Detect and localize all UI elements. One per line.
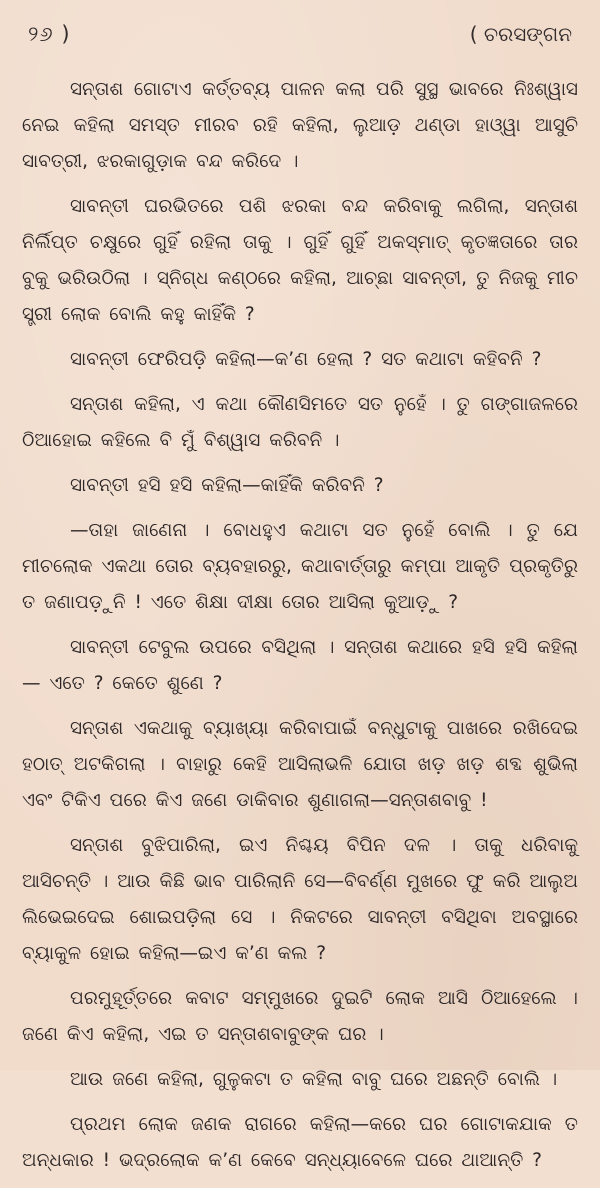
paragraph: ସନ୍ତାଶ ବୁଝିପାରିଲା, ଇଏ ନିଶ୍ଚୟ ବିପିନ ଦଳ । ତାକୁ ଧରିବାକୁ ଆସିଚନ୍ତି । ଆଉ କିଛି ଭାବ ପାରିଲାନି ସେ—ବିବର୍ଣ୍ଣ ମୁଖରେ ଫୁ କରି ଆଲୁଅ ଲିଭେଇଦେଇ ଶୋଇପଡ଼ିଲା ସେ । ନିକଟରେ ସାବନ୍ତୀ ବସିଥିବା ଅବସ୍ଥାରେ ବ୍ୟାକୁଳ ହୋଇ କହିଲା—ଇଏ କ’ଣ କଲ ? [22,835,578,964]
paragraph: ପରମୁହୂର୍ତ୍ତରେ କବାଟ ସମ୍ମୁଖରେ ଦୁଇଟି ଲୋକ ଆସି ଠିଆହେଲେ । ଜଣେ କିଏ କହିଲା, ଏଇ ତ ସନ୍ତାଶବାବୁଙ୍କ ଘର । [22,988,578,1045]
paragraph: ସାବନ୍ତୀ ଫେରିପଡ଼ି କହିଲା—କ’ଣ ହେଲା ? ସତ କଥାଟା କହିବନି ? [70,349,542,370]
paragraph: ସନ୍ତାଶ ଗୋଟାଏ କର୍ତ୍ତବ୍ୟ ପାଳନ କଲା ପରି ସୁସ୍ଥ ଭାବରେ ନିଃଶ୍ୱାସ ନେଇ କହିଲା ସମସ୍ତ ମୀରବ ରହି କହିଲା, ଲୁଆଡ଼ ଥଣ୍ଡା ହାଓ୍ୱା ଆସୁଚି ସାବତ୍ରୀ, ଝରକାଗୁଡ଼ାକ ବନ୍ଦ କରିଦେ । [22,79,578,172]
page-number: ୨୬ ) [28,22,71,46]
paragraph: ସାବନ୍ତୀ ଟେବୁଲ ଉପରେ ବସିଥିଲା । ସନ୍ତାଶ କଥାରେ ହସି ହସି କହିଲା— ଏତେ ? କେତେ ଶୁଣେ ? [22,637,578,694]
running-head: ( ଚରସଙ୍ଗନ [469,22,572,46]
paragraph: —ତାହା ଜାଣେନା । ବୋଧହୁଏ କଥାଟା ସତ ନୁହେଁ ବୋଲି । ତୁ ଯେ ମୀଚଲୋକ ଏକଥା ତୋର ବ୍ୟବହାରରୁ, କଥାବାର୍ତ୍ତାରୁ କମ୍ପା ଆକୃତି ପ୍ରକୃତିରୁ ତ ଜଣାପଡ଼ୁନି ! ଏତେ ଶିକ୍ଷା ଦୀକ୍ଷା ତୋର ଆସିଲା କୁଆଡ଼ୁ ? [22,520,578,613]
paragraph: ଆଉ ଜଣେ କହିଲା, ଗୁଳୁକଟା ତ କହିଲା ବାବୁ ଘରେ ଅଛନ୍ତି ବୋଲି । [70,1069,558,1090]
paragraph: ସନ୍ତାଶ କହିଲା, ଏ କଥା କୌଣସିମତେ ସତ ନୁହେଁ । ତୁ ଗଙ୍ଗାଜଳରେ ଠିଆହୋଇ କହିଲେ ବି ମୁଁ ବିଶ୍ୱାସ କରିବନି । [22,394,578,451]
paragraph: ପ୍ରଥମ ଲୋକ ଜଣକ ରାଗରେ କହିଲା—କରେ ଘର ଗୋଟାକଯାକ ତ ଅନ୍ଧକାର ! ଭଦ୍ରଲୋକ କ’ଣ କେବେ ସନ୍ଧ୍ୟାବେଳେ ଘରେ ଥାଆନ୍ତି ? [22,1114,578,1171]
paragraph: ସାବନ୍ତୀ ଘରଭିତରେ ପଶି ଝରକା ବନ୍ଦ କରିବାକୁ ଲଗିଲା, ସନ୍ତାଶ ନିର୍ଲିପ୍ତ ଚକ୍ଷୁରେ ଗୁହିଁ ରହିଲା ତାକୁ । ଗୁହିଁ ଗୁହିଁ ଅକସ୍ମାତ୍ କୃତଜ୍ଞତାରେ ତାର ବୁକୁ ଭରିଉଠିଲା । ସ୍ନିଗ୍ଧ କଣ୍ଠରେ କହିଲା, ଆଚ୍ଛା ସାବନ୍ତୀ, ତୁ ନିଜକୁ ମୀଚ ସ୍ତ୍ରୀ ଲୋକ ବୋଲି କହୁ କାହିଁକି ? [22,196,578,325]
paragraph: ସନ୍ତାଶ ଏକଥାକୁ ବ୍ୟାଖ୍ୟା କରିବାପାଇଁ ବନ୍ଧୁଟାକୁ ପାଖରେ ରଖିଦେଇ ହଠାତ୍ ଅଟକିଗଲା । ବାହାରୁ କେହି ଆସିଲାଭଳି ଯୋତା ଖଡ଼ ଖଡ଼ ଶବ୍ଦ ଶୁଭିଲା ଏବଂ ଟିକିଏ ପରେ କିଏ ଜଣେ ଡାକିବାର ଶୁଣାଗଲା—ସନ୍ତାଶବାବୁ ! [22,718,578,811]
paragraph: ସାବନ୍ତୀ ହସି ହସି କହିଲା—କାହିଁକି କରିବନି ? [70,475,384,496]
page-header [0,22,600,58]
body-text [22,72,578,1188]
